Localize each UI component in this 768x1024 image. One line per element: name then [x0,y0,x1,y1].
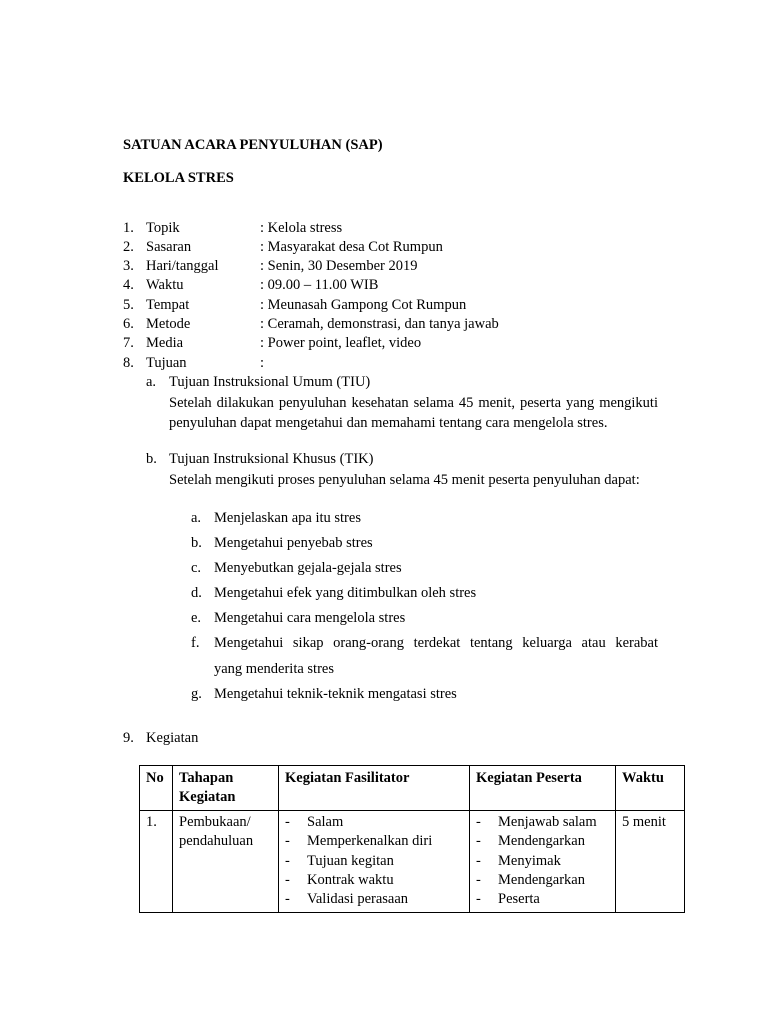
point-text-continued: yang menderita stres [214,661,334,677]
item-number: 5. [123,297,134,313]
point-text: Mengetahui teknik-teknik mengatasi stres [214,686,457,702]
item-label: Topik [146,220,180,236]
item-value: : 09.00 – 11.00 WIB [260,277,379,293]
item-value: : Kelola stress [260,220,343,236]
item-number: 4. [123,277,134,293]
tiu-letter: a. [146,374,157,390]
list-item: - Mendengarkan [476,832,610,851]
point-letter: b. [191,535,202,551]
point-text: Mengetahui cara mengelola stres [214,610,406,626]
item-label: Hari/tanggal [146,258,219,274]
point-letter: d. [191,585,202,601]
list-item: - Validasi perasaan [285,890,464,909]
item-value: : Ceramah, demonstrasi, dan tanya jawab [260,316,499,332]
item-number: 3. [123,258,134,274]
item-value: : Masyarakat desa Cot Rumpun [260,239,443,255]
cell-waktu: 5 menit [616,810,685,912]
item-label: Tujuan [146,355,187,371]
cell-peserta [470,810,616,912]
tiu-heading: Tujuan Instruksional Umum (TIU) [169,374,371,390]
point-text: Menjelaskan apa itu stres [214,510,361,526]
cell-no: 1. [140,810,173,912]
list-item: - Mendengarkan [476,871,610,890]
cell-fasilitator [279,810,470,912]
list-item: - Menyimak [476,852,610,871]
item-value: : Senin, 30 Desember 2019 [260,258,418,274]
item-number: 2. [123,239,134,255]
tiu-paragraph: Setelah dilakukan penyuluhan kesehatan selama 45 menit, peserta yang mengikuti penyuluhan dapat mengetahui dan memahami tentang cara mengelola stres. [169,395,658,431]
item-value: : Power point, leaflet, video [260,335,422,351]
document-title: SATUAN ACARA PENYULUHAN (SAP) [123,137,383,153]
header-tahapan: Tahapan Kegiatan [173,766,279,811]
point-letter: g. [191,686,202,702]
item-label: Sasaran [146,239,192,255]
item-number: 8. [123,355,134,371]
point-letter: c. [191,560,202,576]
item-value: : Meunasah Gampong Cot Rumpun [260,297,467,313]
item-number: 6. [123,316,134,332]
point-letter: a. [191,510,202,526]
point-text: Menyebutkan gejala-gejala stres [214,560,402,576]
fasilitator-list [285,813,464,910]
cell-tahapan: Pembukaan/ pendahuluan [173,810,279,912]
item-label: Tempat [146,297,190,313]
tik-letter: b. [146,451,157,467]
item-value: : [260,355,265,371]
item-label: Waktu [146,277,184,293]
list-item: - Memperkenalkan diri [285,832,464,851]
kegiatan-table [139,765,685,913]
list-item: - Tujuan kegitan [285,852,464,871]
item-label: Metode [146,316,191,332]
point-text: Mengetahui penyebab stres [214,535,373,551]
list-item: - Peserta [476,890,610,909]
header-peserta: Kegiatan Peserta [470,766,616,811]
item-label: Media [146,335,184,351]
document-subtitle: KELOLA STRES [123,170,234,186]
item-number: 7. [123,335,134,351]
point-letter: e. [191,610,202,626]
kegiatan-number: 9. [123,730,134,746]
list-item: - Menjawab salam [476,813,610,832]
kegiatan-label: Kegiatan [146,730,199,746]
item-number: 1. [123,220,134,236]
point-text: Mengetahui sikap orang-orang terdekat tentang keluarga atau kerabat [214,635,658,651]
peserta-list [476,813,610,910]
tik-paragraph: Setelah mengikuti proses penyuluhan selama 45 menit peserta penyuluhan dapat: [169,472,640,488]
tik-heading: Tujuan Instruksional Khusus (TIK) [169,451,374,467]
point-text: Mengetahui efek yang ditimbulkan oleh stres [214,585,477,601]
header-no: No [140,766,173,811]
list-item: - Kontrak waktu [285,871,464,890]
header-fasilitator: Kegiatan Fasilitator [279,766,470,811]
table-header-row [140,766,685,811]
point-letter: f. [191,635,200,651]
table-row [140,810,685,912]
header-waktu: Waktu [616,766,685,811]
list-item: - Salam [285,813,464,832]
